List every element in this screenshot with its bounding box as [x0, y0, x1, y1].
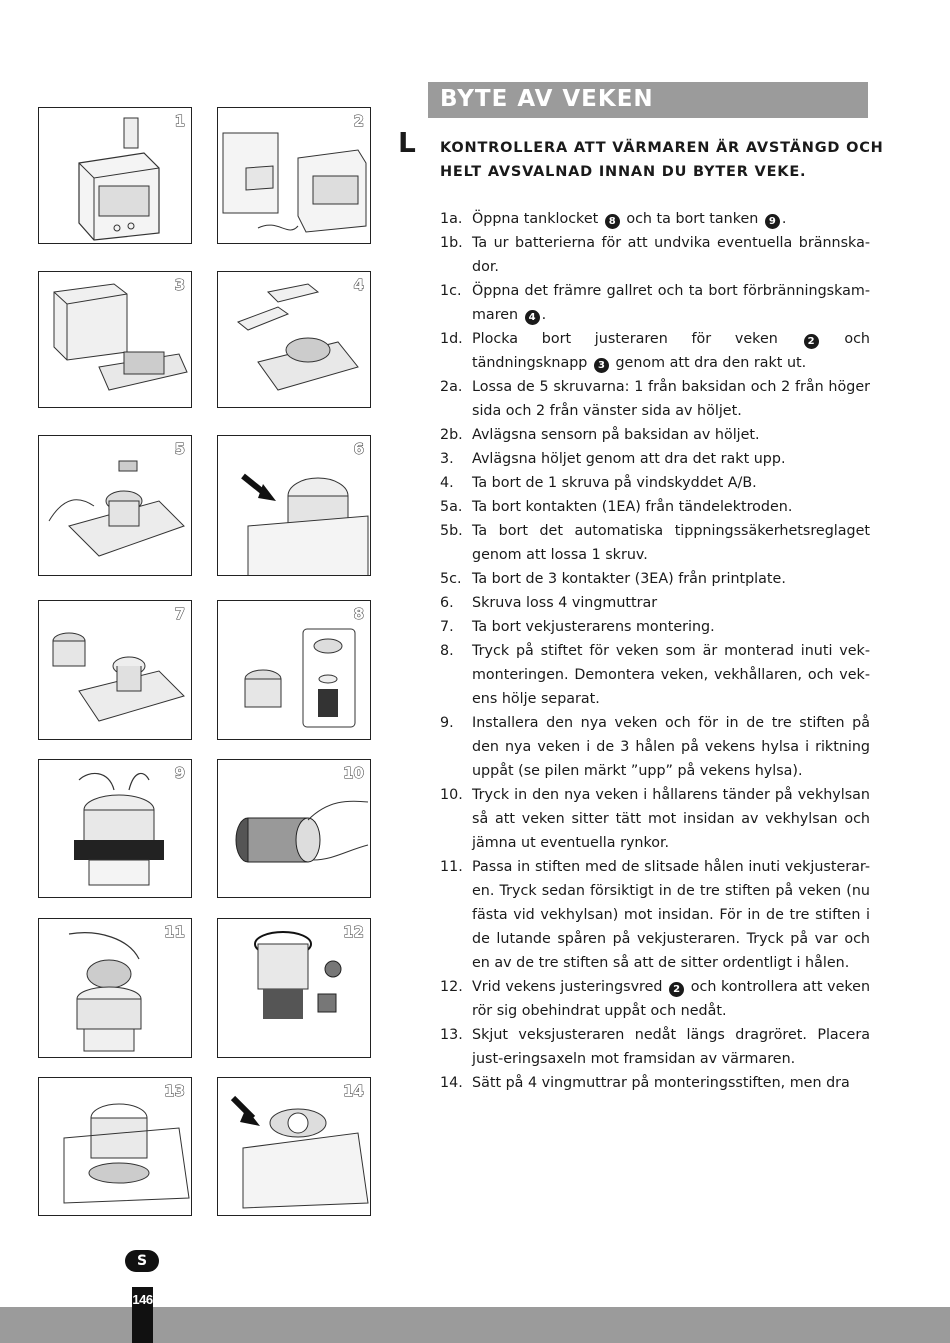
step-number: 10. [440, 787, 463, 803]
step-number: 2a. [440, 379, 463, 395]
step-item [440, 327, 870, 375]
figure-illustration [218, 436, 370, 575]
step-item [440, 471, 870, 495]
step-text-part: Passa in stiften med de slitsade hålen inuti vekjusterar-en. Tryck sedan försiktigt in de tre stiften på veken (nu fästa vid vekhylsan) mot insidan. För in de tre stiften i de lutande spåren på vekjusteraren. Tryck på var och en av de tre stiften så att de sitter ordentligt i hålen. [472, 859, 870, 971]
figure-number: 8 [353, 605, 364, 623]
section-title-bar [428, 82, 868, 118]
step-text-part: Öppna det främre gallret och ta bort förbränningskam-maren [472, 283, 870, 323]
figure-6 [217, 435, 371, 576]
step-text-part: Skjut veksjusteraren nedåt längs dragröret. Placera just-eringsaxeln mot framsidan av värmaren. [472, 1027, 870, 1067]
figure-5 [38, 435, 192, 576]
step-text-part: Ta bort de 1 skruva på vindskyddet A/B. [472, 475, 757, 491]
step-number: 11. [440, 859, 463, 875]
callout-number: 2 [804, 334, 819, 349]
figure-14 [217, 1077, 371, 1216]
step-text [472, 711, 870, 783]
step-text [472, 855, 870, 975]
step-number: 8. [440, 643, 454, 659]
step-item [440, 1071, 870, 1095]
callout-number: 3 [594, 358, 609, 373]
callout-number: 8 [605, 214, 620, 229]
figure-3 [38, 271, 192, 408]
step-text-part: och tändningsknapp [472, 331, 870, 371]
step-number: 9. [440, 715, 454, 731]
step-item [440, 495, 870, 519]
figure-illustration [39, 601, 191, 739]
step-item [440, 447, 870, 471]
figure-number: 2 [353, 112, 364, 130]
step-text [472, 279, 870, 327]
figure-number: 13 [164, 1082, 185, 1100]
step-text-part: Avlägsna sensorn på baksidan av höljet. [472, 427, 760, 443]
step-number: 12. [440, 979, 463, 995]
step-number: 1b. [440, 235, 463, 251]
figure-11 [38, 918, 192, 1058]
figure-4 [217, 271, 371, 408]
step-text-part: Sätt på 4 vingmuttrar på monteringsstiften, men dra [472, 1075, 850, 1091]
step-text-part: Tryck på stiftet för veken som är monterad inuti vek-monteringen. Demontera veken, vekhållaren, och vek-ens hölje separat. [472, 643, 870, 707]
step-number: 1d. [440, 331, 463, 347]
step-item [440, 1023, 870, 1071]
warning-line: KONTROLLERA ATT VÄRMAREN ÄR AVSTÄNGD OCH [440, 140, 884, 156]
figure-8 [217, 600, 371, 740]
step-text-part: Installera den nya veken och för in de tre stiften på den nya veken i de 3 hålen på vekens hylsa i riktning uppåt (se pilen märkt ”upp” på vekens hylsa). [472, 715, 870, 779]
step-text-part: Ta bort de 3 kontakter (3EA) från printplate. [472, 571, 786, 587]
figure-illustration [39, 760, 191, 897]
language-badge: S [125, 1250, 159, 1272]
figure-2 [217, 107, 371, 244]
step-number: 7. [440, 619, 454, 635]
step-item [440, 231, 870, 279]
step-text [472, 495, 870, 519]
figure-illustration [218, 272, 370, 407]
step-number: 3. [440, 451, 454, 467]
figure-number: 5 [174, 440, 185, 458]
step-text-part: Plocka bort justeraren för veken [472, 331, 802, 347]
step-number: 5a. [440, 499, 463, 515]
step-text [472, 231, 870, 279]
step-item [440, 639, 870, 711]
step-text-part: och kontrollera att veken rör sig obehindrat uppåt och nedåt. [472, 979, 871, 1019]
step-text [472, 639, 870, 711]
step-text-part: Ta bort det automatiska tippningssäkerhetsreglaget genom att lossa 1 skruv. [472, 523, 870, 563]
step-number: 14. [440, 1075, 463, 1091]
step-number: 2b. [440, 427, 463, 443]
step-number: 13. [440, 1027, 463, 1043]
step-text [472, 519, 870, 567]
figure-10 [217, 759, 371, 898]
step-text-part: Öppna tanklocket [472, 211, 603, 227]
step-text [472, 567, 870, 591]
step-text-part: Lossa de 5 skruvarna: 1 från baksidan och 2 från höger sida och 2 från vänster sida av höljet. [472, 379, 870, 419]
step-text [472, 1071, 870, 1095]
figure-illustration [39, 272, 191, 407]
step-text-part: Ta bort kontakten (1EA) från tändelektroden. [472, 499, 793, 515]
figure-9 [38, 759, 192, 898]
figure-number: 9 [174, 764, 185, 782]
step-text-part: . [541, 307, 547, 323]
step-item [440, 711, 870, 783]
step-number: 1c. [440, 283, 462, 299]
step-text-part: Ta bort vekjusterarens montering. [472, 619, 715, 635]
figure-number: 3 [174, 276, 185, 294]
step-text-part: Avlägsna höljet genom att dra det rakt upp. [472, 451, 786, 467]
figure-number: 4 [353, 276, 364, 294]
step-item [440, 783, 870, 855]
step-number: 6. [440, 595, 454, 611]
callout-number: 9 [765, 214, 780, 229]
step-item [440, 207, 870, 231]
step-text [472, 327, 870, 375]
step-item [440, 567, 870, 591]
step-text [472, 471, 870, 495]
step-number: 5b. [440, 523, 463, 539]
step-text [472, 447, 870, 471]
figure-number: 7 [174, 605, 185, 623]
figure-7 [38, 600, 192, 740]
step-number: 5c. [440, 571, 462, 587]
step-text [472, 591, 870, 615]
language-letter: L [398, 126, 416, 159]
step-text-part: Vrid vekens justeringsvred [472, 979, 668, 995]
step-text [472, 1023, 870, 1071]
step-text [472, 375, 870, 423]
figure-illustration [39, 108, 191, 243]
figure-number: 10 [343, 764, 364, 782]
figure-illustration [218, 108, 370, 243]
figure-illustration [218, 601, 370, 739]
step-item [440, 855, 870, 975]
step-item [440, 975, 870, 1023]
step-item [440, 615, 870, 639]
step-text-part: och ta bort tanken [621, 211, 763, 227]
step-text [472, 615, 870, 639]
step-item [440, 591, 870, 615]
page-number: 146 [132, 1292, 153, 1307]
figure-13 [38, 1077, 192, 1216]
step-item [440, 375, 870, 423]
step-text [472, 783, 870, 855]
step-text-part: Skruva loss 4 vingmuttrar [472, 595, 658, 611]
step-text-part: . [781, 211, 787, 227]
step-text-part: Ta ur batterierna för att undvika eventuella brännska-dor. [472, 235, 870, 275]
figure-number: 12 [343, 923, 364, 941]
warning-line: HELT AVSVALNAD INNAN DU BYTER VEKE. [440, 164, 807, 180]
figure-1 [38, 107, 192, 244]
step-number: 1a. [440, 211, 463, 227]
step-text-part: genom att dra den rakt ut. [610, 355, 807, 371]
step-item [440, 519, 870, 567]
step-text-part: Tryck in den nya veken i hållarens tänder på vekhylsan så att veken sitter tätt mot insidan av vekhylsan och jämna ut eventuella rynkor. [472, 787, 870, 851]
step-text [472, 423, 870, 447]
section-title: BYTE AV VEKEN [440, 86, 654, 112]
step-item [440, 279, 870, 327]
instruction-steps [440, 207, 870, 1095]
step-text [472, 207, 870, 231]
figure-12 [217, 918, 371, 1058]
safety-warning [440, 136, 884, 184]
figure-illustration [39, 436, 191, 575]
step-text [472, 975, 870, 1023]
figure-number: 14 [343, 1082, 364, 1100]
step-item [440, 423, 870, 447]
figure-number: 6 [353, 440, 364, 458]
callout-number: 2 [669, 982, 684, 997]
callout-number: 4 [525, 310, 540, 325]
figure-number: 1 [174, 112, 185, 130]
step-number: 4. [440, 475, 454, 491]
figure-number: 11 [164, 923, 185, 941]
